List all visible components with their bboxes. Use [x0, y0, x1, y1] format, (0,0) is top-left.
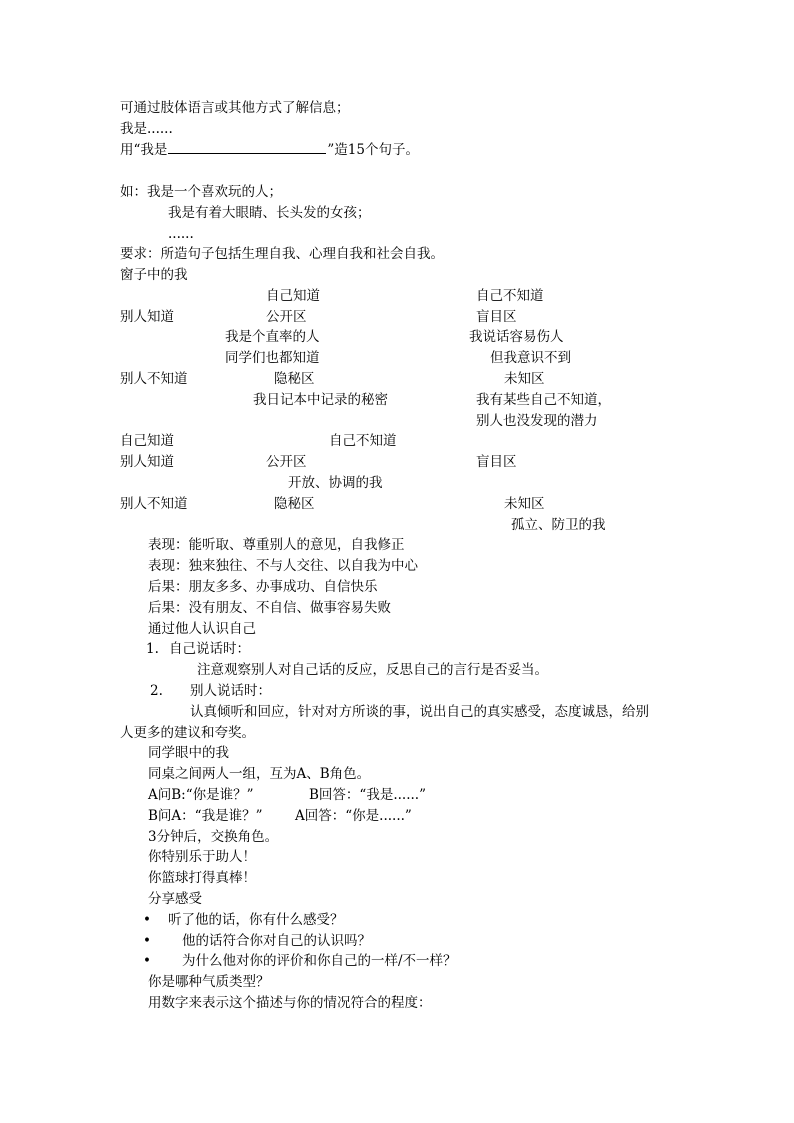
w1-col-self-unknown: 自己不知道	[476, 288, 544, 304]
w1-ex-unknown-1: 我有某些自己不知道，	[476, 392, 611, 408]
w2-open-area: 公开区	[266, 454, 307, 470]
w1-unknown-area: 未知区	[504, 371, 545, 387]
intro-line-3-post: ”造15个句子。	[327, 142, 419, 158]
bullet-icon: •	[143, 912, 151, 928]
praise-1: 你特别乐于助人！	[148, 849, 256, 865]
w2-unknown-area: 未知区	[504, 496, 545, 512]
intro-line-2: 我是......	[120, 121, 173, 137]
b-answers: B回答：“我是......”	[309, 787, 426, 803]
w2-blind-area: 盲目区	[476, 454, 517, 470]
performance-1: 表现：能听取、尊重别人的意见，自我修正	[148, 537, 405, 553]
b-asks-a: B问A：“我是谁？”	[148, 808, 263, 824]
temperament-question: 你是哪种气质类型？	[148, 974, 270, 990]
bullet-icon: •	[143, 953, 151, 969]
share-question-3: 为什么他对你的评价和你自己的一样/不一样？	[182, 953, 457, 969]
window-title: 窗子中的我	[120, 267, 188, 283]
item-2-number: 2.	[150, 683, 163, 699]
share-title: 分享感受	[148, 891, 202, 907]
w1-row-others-know: 别人知道	[120, 309, 174, 325]
example-line-1: 如：我是一个喜欢玩的人；	[120, 184, 282, 200]
w1-ex-blind-2: 但我意识不到	[490, 350, 571, 366]
requirement: 要求：所造句子包括生理自我、心理自我和社会自我。	[120, 246, 444, 262]
example-line-3: ......	[168, 226, 194, 242]
w2-col-self-know: 自己知道	[120, 433, 174, 449]
w1-ex-unknown-2: 别人也没发现的潜力	[476, 413, 598, 429]
result-1: 后果：朋友多多、办事成功、自信快乐	[148, 579, 378, 595]
item-2-text-1: 认真倾听和回应，针对对方所谈的事，说出自己的真实感受，态度诚恳，给别	[190, 704, 649, 720]
w2-row-others-unknown: 别人不知道	[120, 496, 188, 512]
w2-row-others-know: 别人知道	[120, 454, 174, 470]
share-question-2: 他的话符合你对自己的认识吗？	[182, 933, 371, 949]
share-question-1: 听了他的话，你有什么感受？	[168, 912, 344, 928]
intro-line-1: 可通过肢体语言或其他方式了解信息；	[120, 100, 350, 116]
performance-2: 表现：独来独往、不与人交往、以自我为中心	[148, 558, 418, 574]
item-1-label: 自己说话时：	[169, 641, 250, 657]
others-view-title: 通过他人认识自己	[148, 621, 256, 637]
w1-ex-hidden: 我日记本中记录的秘密	[253, 392, 388, 408]
w1-row-others-unknown: 别人不知道	[120, 371, 188, 387]
w1-col-self-know: 自己知道	[266, 288, 320, 304]
item-2-label: 别人说话时：	[190, 683, 271, 699]
w2-open-self: 开放、协调的我	[288, 475, 383, 491]
intro-line-3	[120, 141, 419, 159]
w2-hidden-area: 隐秘区	[274, 496, 315, 512]
item-1-text: 注意观察别人对自己话的反应，反思自己的言行是否妥当。	[197, 662, 548, 678]
w1-ex-blind-1: 我说话容易伤人	[469, 329, 564, 345]
a-asks-b: A问B:“你是谁？”	[148, 787, 254, 803]
item-1-number: 1.	[146, 641, 159, 657]
w2-col-self-unknown: 自己不知道	[329, 433, 397, 449]
a-answers: A回答：“你是......”	[295, 808, 412, 824]
w1-open-area: 公开区	[266, 309, 307, 325]
w1-ex-open-1: 我是个直率的人	[225, 329, 320, 345]
result-2: 后果：没有朋友、不自信、做事容易失败	[148, 600, 391, 616]
w1-blind-area: 盲目区	[476, 309, 517, 325]
temperament-instruction: 用数字来表示这个描述与你的情况符合的程度：	[148, 995, 432, 1011]
item-2-text-2: 人更多的建议和夸奖。	[120, 725, 255, 741]
classmates-instruction: 同桌之间两人一组，互为A、B角色。	[148, 766, 371, 782]
intro-line-3-pre: 用“我是	[120, 142, 168, 158]
w2-closed-self: 孤立、防卫的我	[511, 517, 606, 533]
classmates-title: 同学眼中的我	[148, 745, 229, 761]
bullet-icon: •	[143, 933, 151, 949]
example-line-2: 我是有着大眼睛、长头发的女孩；	[168, 205, 371, 221]
w1-ex-open-2: 同学们也都知道	[225, 350, 320, 366]
w1-hidden-area: 隐秘区	[274, 371, 315, 387]
swap-roles: 3分钟后，交换角色。	[148, 829, 279, 845]
fill-in-blank	[168, 141, 326, 154]
praise-2: 你篮球打得真棒！	[148, 870, 256, 886]
